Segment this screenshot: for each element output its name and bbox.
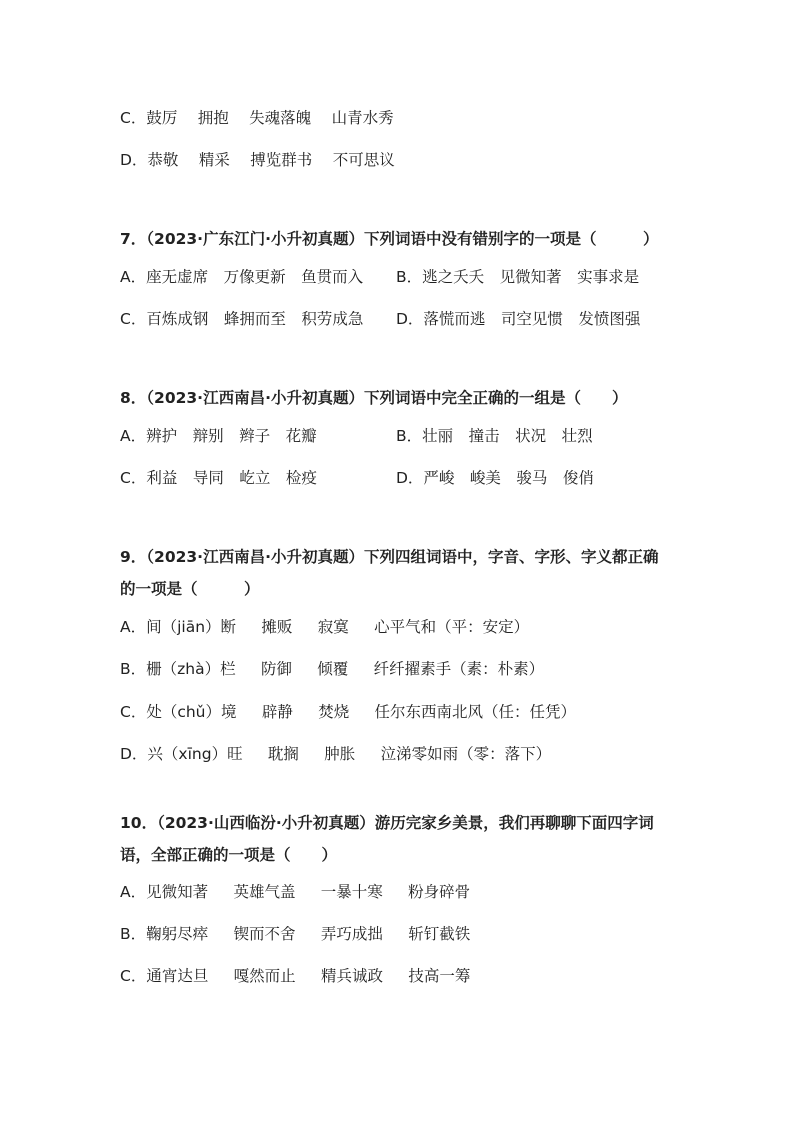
q8-option-b: B．壮丽 撞击 状况 壮烈 [396,427,593,445]
q10-option-b: B．鞠躬尽瘁 锲而不舍 弄巧成拙 斩钉截铁 [120,925,471,943]
q10-stem-line2: 语，全部正确的一项是（ ） [120,846,338,864]
q8-option-c: C．利益 导同 屹立 检疫 [120,469,317,487]
q8-option-a: A．辨护 辩别 辫子 花瓣 [120,427,317,445]
q8-option-d: D．严峻 峻美 骏马 俊俏 [396,469,594,487]
q9-option-b: B．栅（zhà）栏 防御 倾覆 纤纤擢素手（素：朴素） [120,660,545,678]
q7-option-a: A．座无虚席 万像更新 鱼贯而入 [120,268,364,286]
q7-option-c: C．百炼成钢 蜂拥而至 积劳成急 [120,310,364,328]
q9-option-c: C．处（chǔ）境 辟静 焚烧 任尔东西南北风（任：任凭） [120,703,577,721]
q9-stem-line1: 9．（2023·江西南昌·小升初真题）下列四组词语中，字音、字形、字义都正确 [120,548,659,566]
q10-stem-line1: 10．（2023·山西临汾·小升初真题）游历完家乡美景，我们再聊聊下面四字词 [120,814,654,832]
q9-stem-line2: 的一项是（ ） [120,580,260,598]
q7-option-b: B．逃之夭夭 见微知著 实事求是 [396,268,640,286]
q8-stem: 8．（2023·江西南昌·小升初真题）下列词语中完全正确的一组是（ ） [120,389,628,407]
q6-option-c: C．鼓厉 拥抱 失魂落魄 山青水秀 [120,109,394,127]
q10-option-c: C．通宵达旦 嘎然而止 精兵诚政 技高一筹 [120,967,471,985]
q9-option-a: A．间（jiān）断 摊贩 寂寞 心平气和（平：安定） [120,618,530,636]
q10-option-a: A．见微知著 英雄气盖 一暴十寒 粉身碎骨 [120,883,471,901]
q9-option-d: D．兴（xīng）旺 耽搁 肿胀 泣涕零如雨（零：落下） [120,745,552,763]
q7-stem: 7．（2023·广东江门·小升初真题）下列词语中没有错别字的一项是（ ） [120,230,659,248]
q7-option-d: D．落慌而逃 司空见惯 发愤图强 [396,310,641,328]
q6-option-d: D．恭敬 精采 搏览群书 不可思议 [120,151,395,169]
